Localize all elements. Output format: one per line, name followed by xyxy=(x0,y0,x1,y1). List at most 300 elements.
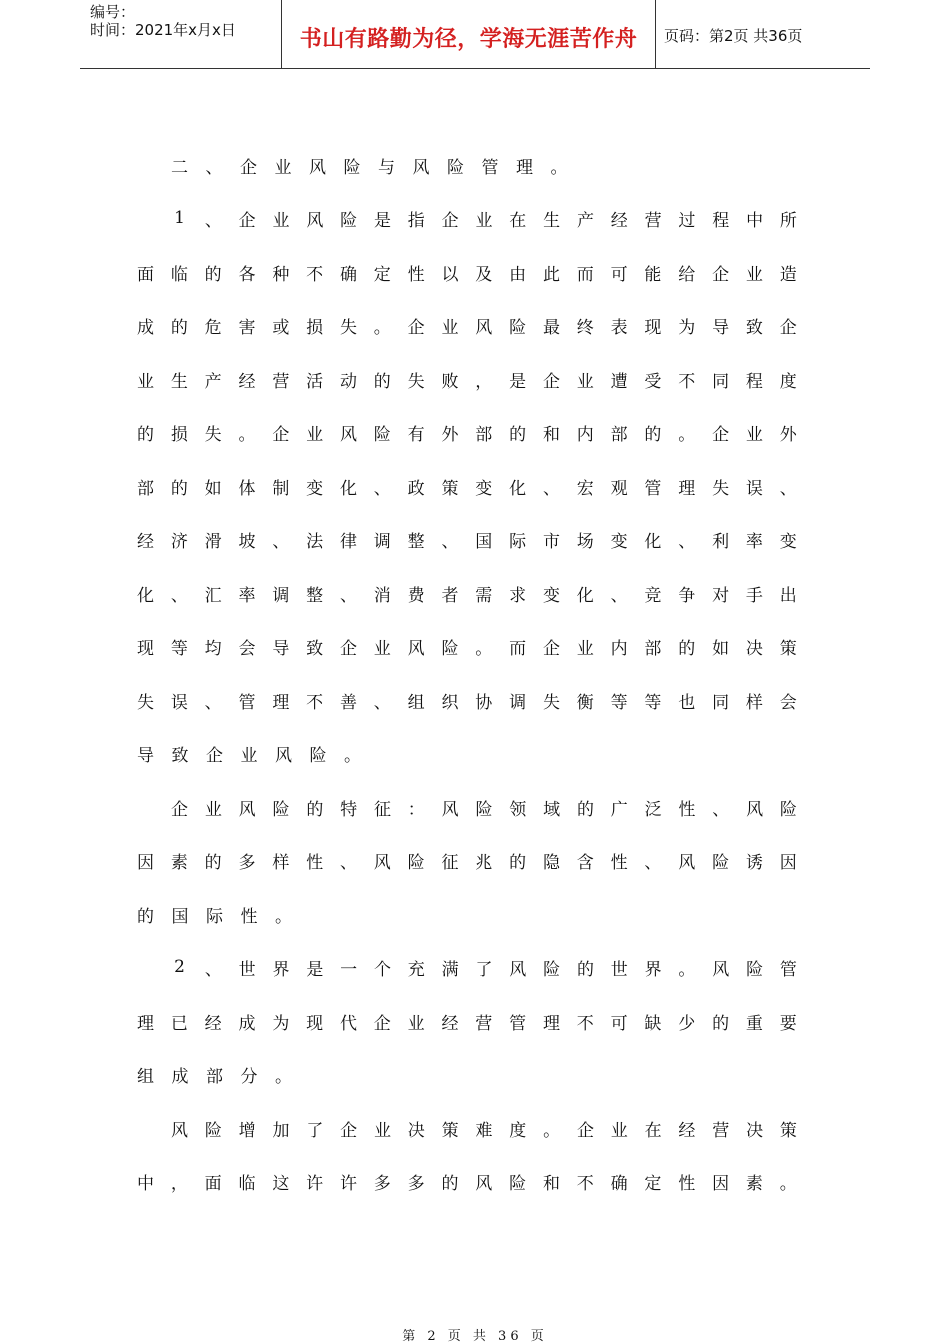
char: 可 xyxy=(610,1013,628,1034)
char: 领 xyxy=(509,799,527,820)
char: 市 xyxy=(542,531,560,552)
char: 险 xyxy=(509,1173,527,1194)
text-line xyxy=(137,471,797,501)
char: 险 xyxy=(447,157,464,178)
char: 。 xyxy=(373,317,391,338)
char: 征 xyxy=(373,799,391,820)
char: 过 xyxy=(678,210,696,231)
char: 的 xyxy=(441,1173,459,1194)
char: 等 xyxy=(610,692,628,713)
char: 手 xyxy=(745,585,763,606)
char: 企 xyxy=(407,317,425,338)
char: 。 xyxy=(475,638,493,659)
char: 临 xyxy=(170,264,188,285)
char: 业 xyxy=(576,371,594,392)
page-header xyxy=(80,0,870,69)
char: 企 xyxy=(542,638,560,659)
char: 企 xyxy=(240,157,257,178)
char: 变 xyxy=(542,585,560,606)
char: 经 xyxy=(441,1013,459,1034)
char: 增 xyxy=(238,1120,256,1141)
char: 充 xyxy=(407,959,425,980)
char: 加 xyxy=(272,1120,290,1141)
char: 国 xyxy=(171,906,189,927)
char: 样 xyxy=(272,852,290,873)
char: 的 xyxy=(644,424,662,445)
char: 给 xyxy=(678,264,696,285)
char: 因 xyxy=(779,852,797,873)
char: 外 xyxy=(441,424,459,445)
char: 、 xyxy=(204,959,222,980)
char: 域 xyxy=(543,799,561,820)
char: 产 xyxy=(204,371,222,392)
char: 损 xyxy=(170,424,188,445)
char: 遭 xyxy=(610,371,628,392)
char: 现 xyxy=(306,1013,324,1034)
char: 理 xyxy=(272,692,290,713)
text-line xyxy=(137,310,797,340)
char: 许 xyxy=(306,1173,324,1194)
char: 调 xyxy=(272,585,290,606)
char: 的 xyxy=(170,317,188,338)
char: 生 xyxy=(170,371,188,392)
char: 。 xyxy=(238,424,256,445)
char: 险 xyxy=(272,799,290,820)
char: 险 xyxy=(779,799,797,820)
char: 受 xyxy=(644,371,662,392)
char: 管 xyxy=(779,959,797,980)
char: 的 xyxy=(137,424,154,445)
char: 风 xyxy=(412,157,430,178)
char: 导 xyxy=(272,638,290,659)
char: 危 xyxy=(204,317,222,338)
text-line xyxy=(171,952,797,982)
char: 经 xyxy=(238,371,256,392)
char: 程 xyxy=(745,371,763,392)
char: 风 xyxy=(441,799,459,820)
char: 际 xyxy=(509,531,527,552)
char: 此 xyxy=(542,264,560,285)
char: 导 xyxy=(137,745,154,766)
char: 世 xyxy=(238,959,256,980)
char: 业 xyxy=(373,638,391,659)
char: 表 xyxy=(610,317,628,338)
char: 个 xyxy=(373,959,391,980)
char: 策 xyxy=(779,638,797,659)
text-line xyxy=(137,257,797,287)
char: 化 xyxy=(644,531,662,552)
char: 重 xyxy=(745,1013,763,1034)
char: 险 xyxy=(407,852,425,873)
char: 变 xyxy=(610,531,628,552)
char: 能 xyxy=(644,264,662,285)
page-code: 页码：第2页 共36页 xyxy=(664,27,803,45)
char: 由 xyxy=(509,264,527,285)
char: 企 xyxy=(712,264,730,285)
char: 要 xyxy=(779,1013,797,1034)
char: 造 xyxy=(779,264,797,285)
char: ， xyxy=(170,1173,188,1194)
char: 利 xyxy=(712,531,730,552)
char: 致 xyxy=(745,317,763,338)
text-line xyxy=(137,899,797,929)
char: 许 xyxy=(339,1173,357,1194)
char: 为 xyxy=(272,1013,290,1034)
char: 风 xyxy=(275,745,292,766)
char: 与 xyxy=(378,157,395,178)
char: 面 xyxy=(204,1173,222,1194)
char: 、 xyxy=(610,585,628,606)
char: 策 xyxy=(441,478,459,499)
char: 了 xyxy=(475,959,493,980)
char: 、 xyxy=(373,478,391,499)
char: 多 xyxy=(407,1173,425,1194)
char: 际 xyxy=(206,906,223,927)
char: 。 xyxy=(779,1173,797,1194)
char: 风 xyxy=(475,1173,493,1194)
char: 企 xyxy=(779,317,797,338)
char: 诱 xyxy=(745,852,763,873)
char: 决 xyxy=(745,638,763,659)
char: 、 xyxy=(339,585,357,606)
char: 。 xyxy=(275,1066,292,1087)
text-line xyxy=(171,203,797,233)
char: 组 xyxy=(137,1066,154,1087)
char: 种 xyxy=(272,264,290,285)
char: 、 xyxy=(205,157,223,178)
char: 营 xyxy=(712,1120,730,1141)
char: 不 xyxy=(306,264,324,285)
char: 法 xyxy=(306,531,324,552)
char: 风 xyxy=(171,1120,188,1141)
char: 性 xyxy=(678,1173,696,1194)
char: 素 xyxy=(170,852,188,873)
char: 各 xyxy=(238,264,256,285)
char: 管 xyxy=(509,1013,527,1034)
char: 险 xyxy=(441,638,459,659)
char: 特 xyxy=(340,799,358,820)
char: 理 xyxy=(516,157,533,178)
char: 业 xyxy=(441,317,459,338)
char: 是 xyxy=(306,959,324,980)
char: 样 xyxy=(745,692,763,713)
char: 业 xyxy=(407,1013,425,1034)
char: 策 xyxy=(779,1120,797,1141)
header-motto-cell xyxy=(281,0,656,68)
char: 整 xyxy=(407,531,425,552)
char: 的 xyxy=(306,799,324,820)
char: 度 xyxy=(509,1120,527,1141)
text-line xyxy=(137,738,797,768)
char: 企 xyxy=(238,210,256,231)
char: 率 xyxy=(238,585,256,606)
char: 失 xyxy=(204,424,222,445)
char: 少 xyxy=(678,1013,696,1034)
char: 、 xyxy=(644,852,662,873)
char: 外 xyxy=(779,424,797,445)
char: 理 xyxy=(678,478,696,499)
char: 企 xyxy=(171,799,188,820)
char: 险 xyxy=(340,210,358,231)
page-footer: 第 2 页 共 36 页 xyxy=(402,1329,548,1344)
char: 、 xyxy=(779,478,797,499)
char: 度 xyxy=(779,371,797,392)
char: 多 xyxy=(373,1173,391,1194)
char: 业 xyxy=(272,210,290,231)
char: 终 xyxy=(576,317,594,338)
char: 求 xyxy=(509,585,527,606)
char: 失 xyxy=(712,478,730,499)
char: 。 xyxy=(550,157,568,178)
char: 国 xyxy=(475,531,493,552)
char: 企 xyxy=(441,210,459,231)
char: 如 xyxy=(712,638,730,659)
char: 素 xyxy=(745,1173,763,1194)
char: 部 xyxy=(206,1066,223,1087)
char: 界 xyxy=(272,959,290,980)
char: 滑 xyxy=(204,531,222,552)
char: 需 xyxy=(475,585,493,606)
char: 这 xyxy=(272,1173,290,1194)
text-line xyxy=(171,792,797,822)
char: 管 xyxy=(644,478,662,499)
char: 征 xyxy=(441,852,459,873)
char: 经 xyxy=(610,210,628,231)
char: 风 xyxy=(746,799,764,820)
char: 现 xyxy=(137,638,154,659)
char: 为 xyxy=(678,317,696,338)
char: 企 xyxy=(542,371,560,392)
char: 的 xyxy=(509,424,527,445)
char: 的 xyxy=(137,906,154,927)
char: 化 xyxy=(576,585,594,606)
char: 。 xyxy=(275,906,292,927)
char: 风 xyxy=(373,852,391,873)
char: 。 xyxy=(344,745,361,766)
char: 企 xyxy=(206,745,223,766)
char: 、 xyxy=(204,692,222,713)
char: 、 xyxy=(712,799,730,820)
char: 定 xyxy=(644,1173,662,1194)
char: 管 xyxy=(238,692,256,713)
char: 误 xyxy=(170,692,188,713)
char: 会 xyxy=(238,638,256,659)
char: 制 xyxy=(272,478,290,499)
char: 满 xyxy=(441,959,459,980)
text-line xyxy=(137,417,797,447)
char: 的 xyxy=(678,638,696,659)
char: 不 xyxy=(576,1013,594,1034)
char: 定 xyxy=(373,264,391,285)
char: 2 xyxy=(174,957,185,977)
char: 失 xyxy=(407,371,425,392)
char: 同 xyxy=(712,692,730,713)
char: 部 xyxy=(610,424,628,445)
char: 所 xyxy=(779,210,797,231)
char: 化 xyxy=(509,478,527,499)
char: 有 xyxy=(407,424,425,445)
char: 、 xyxy=(678,531,696,552)
char: 而 xyxy=(576,264,594,285)
char: 变 xyxy=(475,478,493,499)
text-line xyxy=(171,1113,797,1143)
char: 和 xyxy=(542,424,560,445)
char: 已 xyxy=(170,1013,188,1034)
char: 场 xyxy=(576,531,594,552)
text-line xyxy=(137,685,797,715)
char: 策 xyxy=(441,1120,459,1141)
char: 。 xyxy=(678,959,696,980)
char: 险 xyxy=(309,745,327,766)
char: 的 xyxy=(204,264,222,285)
char: 经 xyxy=(137,531,154,552)
char: 企 xyxy=(712,424,730,445)
serial-number-label: 编号： xyxy=(90,3,136,21)
char: 而 xyxy=(509,638,527,659)
char: 业 xyxy=(610,1120,628,1141)
char: 变 xyxy=(779,531,797,552)
char: 部 xyxy=(644,638,662,659)
char: 率 xyxy=(745,531,763,552)
char: 兆 xyxy=(475,852,493,873)
char: 活 xyxy=(306,371,324,392)
char: 出 xyxy=(779,585,797,606)
header-page-cell xyxy=(664,0,870,68)
char: 也 xyxy=(678,692,696,713)
char: 误 xyxy=(745,478,763,499)
char: 性 xyxy=(407,264,425,285)
char: 1 xyxy=(174,208,185,228)
char: 险 xyxy=(343,157,361,178)
char: 消 xyxy=(373,585,391,606)
char: 现 xyxy=(644,317,662,338)
char: 风 xyxy=(339,424,357,445)
char: 理 xyxy=(137,1013,154,1034)
char: 业 xyxy=(373,1120,391,1141)
char: 企 xyxy=(339,638,357,659)
char: 、 xyxy=(170,585,188,606)
char: 同 xyxy=(712,371,730,392)
char: 企 xyxy=(373,1013,391,1034)
char: 性 xyxy=(240,906,258,927)
char: 动 xyxy=(339,371,357,392)
char: 险 xyxy=(373,424,391,445)
char: 了 xyxy=(306,1120,324,1141)
char: 体 xyxy=(238,478,256,499)
text-line xyxy=(137,845,797,875)
char: 中 xyxy=(746,210,764,231)
char: 风 xyxy=(309,157,326,178)
char: 的 xyxy=(170,478,188,499)
char: 险 xyxy=(712,852,730,873)
char: 坡 xyxy=(238,531,256,552)
char: 损 xyxy=(306,317,324,338)
char: 企 xyxy=(272,424,290,445)
char: 和 xyxy=(542,1173,560,1194)
char: 广 xyxy=(610,799,628,820)
char: 竞 xyxy=(644,585,662,606)
char: 经 xyxy=(204,1013,222,1034)
char: 、 xyxy=(373,692,391,713)
char: 界 xyxy=(644,959,662,980)
char: 如 xyxy=(204,478,222,499)
char: 宏 xyxy=(576,478,594,499)
char: 企 xyxy=(576,1120,594,1141)
char: 内 xyxy=(610,638,628,659)
char: 不 xyxy=(306,692,324,713)
char: 内 xyxy=(576,424,594,445)
motto: 书山有路勤为径，学海无涯苦作舟 xyxy=(299,27,638,52)
char: 最 xyxy=(542,317,560,338)
char: 确 xyxy=(610,1173,628,1194)
char: 营 xyxy=(272,371,290,392)
char: 业 xyxy=(745,424,763,445)
char: 多 xyxy=(238,852,256,873)
char: 缺 xyxy=(644,1013,662,1034)
char: 败 xyxy=(441,371,459,392)
char: 以 xyxy=(441,264,459,285)
date-label: 时间：2021年x月x日 xyxy=(90,21,236,39)
char: 风 xyxy=(475,317,493,338)
char: 成 xyxy=(137,317,154,338)
text-line xyxy=(137,1006,797,1036)
char: 不 xyxy=(678,371,696,392)
char: 等 xyxy=(644,692,662,713)
char: 均 xyxy=(204,638,222,659)
char: 业 xyxy=(306,424,324,445)
char: 整 xyxy=(306,585,324,606)
char: 等 xyxy=(170,638,188,659)
char: 观 xyxy=(610,478,628,499)
char: 风 xyxy=(678,852,696,873)
char: 业 xyxy=(204,799,222,820)
char: 世 xyxy=(610,959,628,980)
char: 业 xyxy=(475,210,493,231)
char: 可 xyxy=(610,264,628,285)
char: 风 xyxy=(306,210,324,231)
char: 调 xyxy=(373,531,391,552)
char: 调 xyxy=(509,692,527,713)
char: 业 xyxy=(137,371,154,392)
char: 善 xyxy=(339,692,357,713)
char: 、 xyxy=(339,852,357,873)
char: 经 xyxy=(678,1120,696,1141)
char: 会 xyxy=(779,692,797,713)
char: 失 xyxy=(339,317,357,338)
char: 者 xyxy=(441,585,459,606)
char: 织 xyxy=(441,692,459,713)
char: 决 xyxy=(746,1120,764,1141)
char: 决 xyxy=(407,1120,425,1141)
text-line xyxy=(137,524,797,554)
char: 险 xyxy=(204,1120,222,1141)
char: 中 xyxy=(137,1173,154,1194)
char: 确 xyxy=(339,264,357,285)
char: 险 xyxy=(509,317,527,338)
char: 性 xyxy=(610,852,628,873)
char: 。 xyxy=(678,424,696,445)
char: 分 xyxy=(240,1066,258,1087)
char: 汇 xyxy=(204,585,222,606)
char: 是 xyxy=(509,371,527,392)
char: 费 xyxy=(407,585,425,606)
char: 化 xyxy=(137,585,154,606)
char: 。 xyxy=(543,1120,561,1141)
text-line xyxy=(137,631,797,661)
char: 风 xyxy=(712,959,730,980)
char: 的 xyxy=(576,799,594,820)
char: 风 xyxy=(238,799,256,820)
